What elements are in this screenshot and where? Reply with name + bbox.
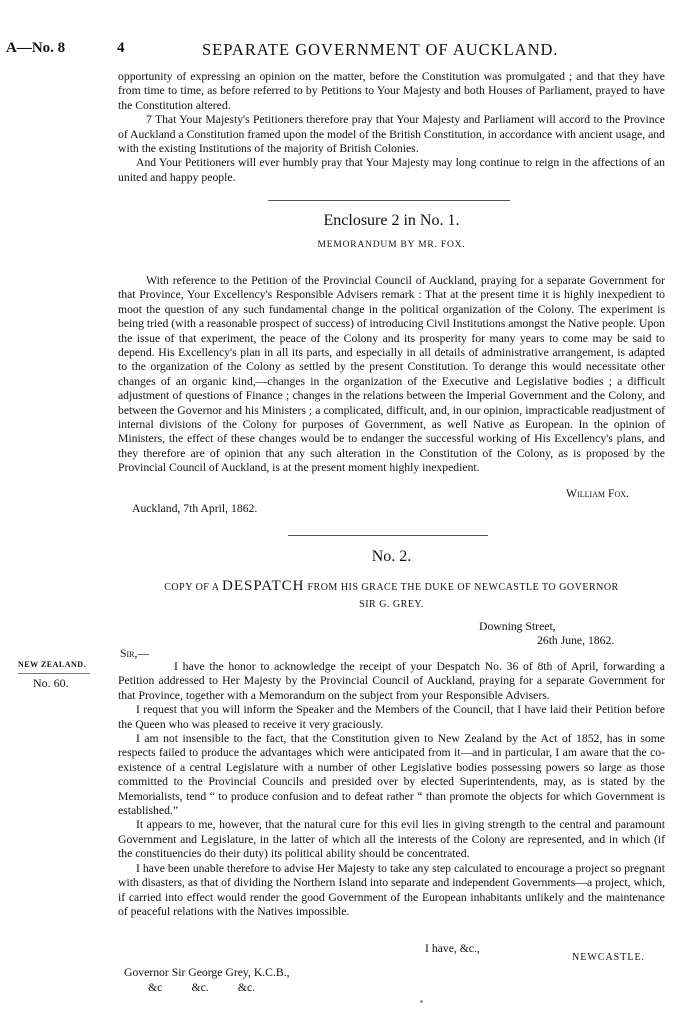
despatch-body	[118, 660, 665, 919]
petition-paragraph: opportunity of expressing an opinion on the matter, before the Constitution was promulgated ; and that they have from time to time, as before referred to by Petitions to Your Majesty and both Houses of Parliament, prayed to have the Constitution altered.	[118, 70, 665, 112]
enclosure-title: Enclosure 2 in No. 1.	[323, 212, 460, 229]
despatch-paragraph: I request that you will inform the Speaker and the Members of the Council, that I have laid their Petition before the Queen who was pleased to receive it very graciously.	[118, 703, 665, 731]
address-line: Downing Street,	[479, 620, 556, 633]
margin-despatch-number: No. 60.	[33, 676, 69, 690]
section-divider	[288, 535, 488, 536]
memorandum-body	[118, 274, 665, 476]
memorandum-title: MEMORANDUM BY MR. FOX.	[317, 240, 466, 250]
petition-paragraph: 7 That Your Majesty's Petitioners therefore pray that Your Majesty and Parliament will accord to the Province of Auckland a Constitution framed upon the model of the British Constitution, in accordance with ancient usage, and with the existing Institutions of the majority of British Colonies.	[118, 113, 665, 156]
heading-despatch: DESPATCH	[221, 578, 305, 594]
page-title: SEPARATE GOVERNMENT OF AUCKLAND.	[202, 40, 559, 59]
despatch-number: No. 2.	[371, 548, 412, 565]
despatch-paragraph: I have the honor to acknowledge the receipt of your Despatch No. 36 of 8th of April, forwarding a Petition addressed to Her Majesty by the Provincial Council of Auckland, praying for a separate Government for that Province, together with a Memorandum on the subject from your Responsible Advisers.	[118, 660, 665, 702]
closing: I have, &c.,	[425, 942, 480, 955]
address-date: 26th June, 1862.	[537, 634, 615, 647]
petition-paragraph: And Your Petitioners will ever humbly pray that Your Majesty may long continue to reign in the affections of an united and happy people.	[118, 156, 665, 184]
despatch-paragraph: I am not insensible to the fact, that the Constitution given to New Zealand by the Act of 1852, has in some respects failed to produce the advantages which were anticipated from it—and in particular, I am aware that the co-existence of a central Legislature with a number of other Legislative bodies possessing powers so large as those committed to the Provincial Councils and presided over by elected Superintendents, may, as is stated by the Memorialists, tend “ to produce confusion and to defeat rather “ than promote the objects for which Government is established.”	[118, 732, 665, 818]
margin-place: NEW ZEALAND.	[18, 660, 87, 669]
heading-suffix: FROM HIS GRACE THE DUKE OF NEWCASTLE TO GOVERNOR	[307, 582, 619, 593]
despatch-signature: NEWCASTLE.	[572, 952, 646, 963]
addressee: Governor Sir George Grey, K.C.B.,	[124, 966, 290, 979]
heading-prefix: COPY OF A	[164, 582, 219, 593]
memorandum-signature: William Fox.	[566, 487, 629, 500]
page-number: 4	[117, 40, 125, 56]
section-divider	[268, 200, 510, 201]
margin-divider	[18, 673, 90, 674]
document-reference: A—No. 8	[6, 40, 66, 56]
page-mark	[420, 1000, 423, 1003]
salutation: Sir,—	[120, 647, 150, 660]
addressee-etc: &c &c. &c.	[148, 981, 256, 994]
heading-addressee: SIR G. GREY.	[359, 599, 424, 610]
memorandum-paragraph: With reference to the Petition of the Provincial Council of Auckland, praying for a separate Government for that Province, Your Excellency's Responsible Advisers remark : That at the present time it is highly inexpedient to moot the question of any such fundamental change in the political organization of the Colony. The experiment is being tried (with a reasonable prospect of success) of introducing Civil Institutions amongst the Native people. Upon the issue of that experiment, the peace of the Colony and its prosperity for many years to come may be said to depend. His Excellency's plan in all its parts, and especially in all details of administrative arrangement, is adapted to the organization of the Colony as settled by the present Constitution. To derange this would necessitate other changes of an organic kind,—changes in the organization of the Executive and Legislative bodies ; a difficult adjustment of questions of Finance ; changes in the relations between the Imperial Government and the Colony, and between the Governor and his Ministers ; a complicated, difficult, and, in our opinion, impracticable readjustment of internal divisions of the Colony for purposes of Government, as well Native as European. In the opinion of Ministers, the effect of these changes would be to endanger the successful working of His Excellency's plans, and they therefore are of opinion that any such alteration in the Constitution of the Colony, as is proposed by the Provincial Council of Auckland, is at the present moment highly inexpedient.	[118, 274, 665, 475]
despatch-paragraph: I have been unable therefore to advise Her Majesty to take any step calculated to encourage a project so pregnant with disasters, as that of dividing the Northern Island into separate and independent Governments—a project, which, if carried into effect would render the good Government of the European inhabitants unlikely and the maintenance of peaceful relations with the Natives impossible.	[118, 861, 665, 918]
petition-section	[118, 70, 665, 185]
despatch-paragraph: It appears to me, however, that the natural cure for this evil lies in giving strength to the central and paramount Government and Legislature, in the latter of which all the interests of the Colony are represented, and in which (if the constituencies do their duty) its political ability should be concentrated.	[118, 818, 665, 861]
memorandum-date: Auckland, 7th April, 1862.	[132, 502, 258, 515]
despatch-heading	[118, 578, 665, 613]
